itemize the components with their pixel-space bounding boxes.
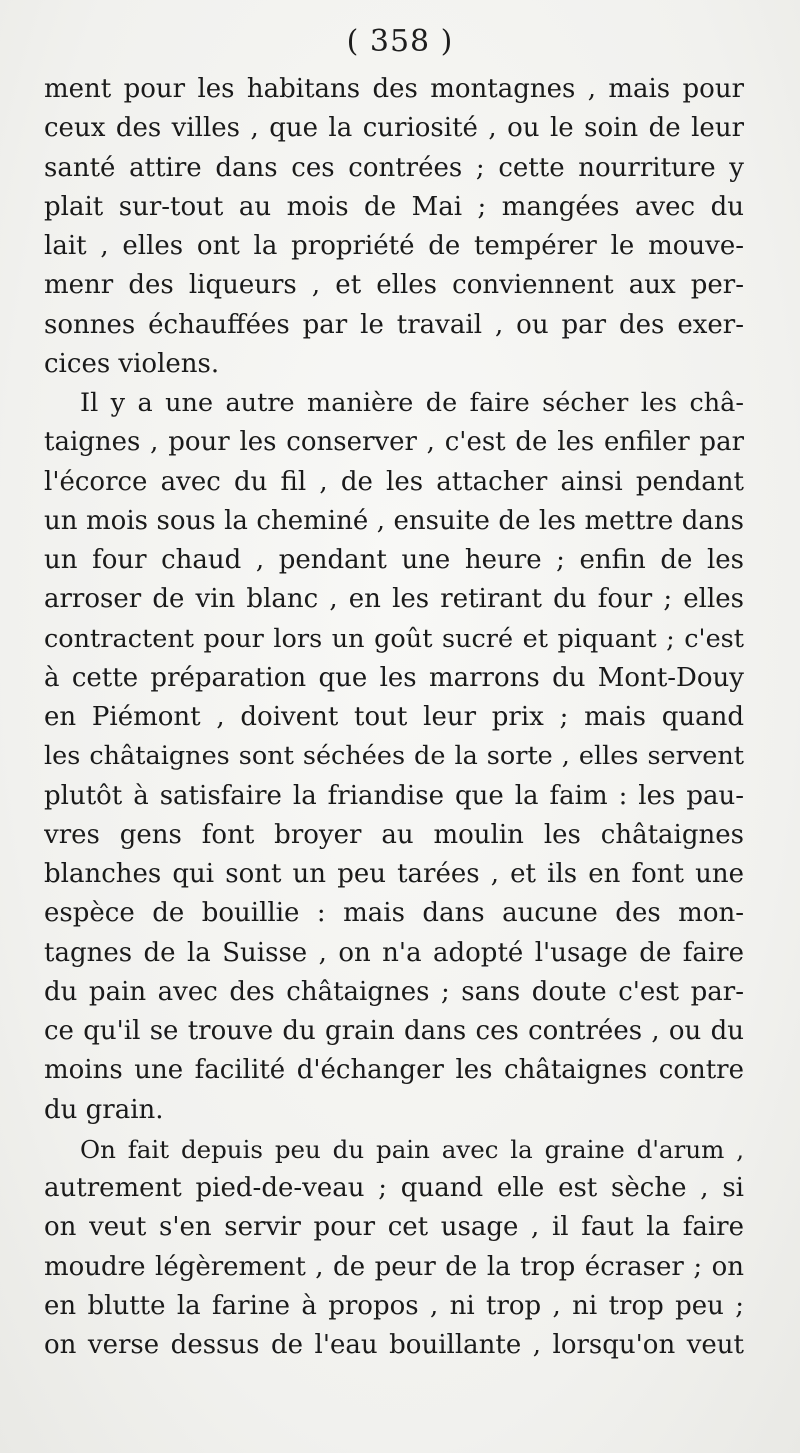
text-line: arroser de vin blanc , en les retirant du four ; elles (44, 584, 744, 615)
text-line: menr des liqueurs , et elles conviennent aux per- (44, 270, 744, 301)
text-line: ceux des villes , que la curiosité , ou le soin de leur (44, 113, 744, 144)
text-line: ce qu'il se trouve du grain dans ces contrées , ou du (44, 1016, 744, 1046)
text-line: plutôt à satisfaire la friandise que la faim : les pau- (44, 780, 744, 811)
text-line: contractent pour lors un goût sucré et piquant ; c'est (44, 623, 744, 654)
text-line: en Piémont , doivent tout leur prix ; mais quand (44, 702, 744, 732)
text-line: Il y a une autre manière de faire sécher les châ- (80, 388, 744, 418)
text-line: santé attire dans ces contrées ; cette nourriture y (44, 152, 744, 183)
text-line: ment pour les habitans des montagnes , mais pour (44, 74, 744, 104)
text-line: cices violens. (44, 348, 220, 379)
body-text (44, 70, 744, 1365)
page-number: ( 358 ) (346, 24, 454, 59)
text-line: On fait depuis peu du pain avec la graine d'arum , (80, 1134, 744, 1164)
text-line: taignes , pour les conserver , c'est de les enfiler par (44, 427, 744, 458)
text-line: du pain avec des châtaignes ; sans doute c'est par- (44, 976, 744, 1007)
text-line: plait sur-tout au mois de Mai ; mangées avec du (44, 191, 744, 222)
text-line: on verse dessus de l'eau bouillante , lorsqu'on veut (44, 1330, 744, 1360)
text-line: sonnes échauffées par le travail , ou par des exer- (44, 309, 744, 340)
text-line: du grain. (44, 1094, 164, 1125)
text-line: un four chaud , pendant une heure ; enfin de les (44, 545, 744, 575)
text-line: tagnes de la Suisse , on n'a adopté l'usage de faire (44, 937, 744, 968)
text-line: en blutte la farine à propos , ni trop , ni trop peu ; (44, 1290, 744, 1321)
text-line: autrement pied-de-veau ; quand elle est sèche , si (44, 1173, 744, 1203)
text-line: on veut s'en servir pour cet usage , il faut la faire (44, 1212, 744, 1243)
text-line: à cette préparation que les marrons du Mont-Douy (44, 662, 744, 693)
text-line: vres gens font broyer au moulin les châtaignes (44, 819, 744, 850)
text-line: blanches qui sont un peu tarées , et ils en font une (44, 859, 744, 889)
text-line: les châtaignes sont séchées de la sorte , elles servent (44, 741, 744, 772)
text-line: espèce de bouillie : mais dans aucune des mon- (44, 898, 744, 929)
text-line: un mois sous la cheminé , ensuite de les mettre dans (44, 505, 744, 536)
text-line: moudre légèrement , de peur de la trop écraser ; on (44, 1251, 744, 1282)
text-line: moins une facilité d'échanger les châtaignes contre (44, 1055, 744, 1086)
text-line: lait , elles ont la propriété de tempérer le mouve- (44, 231, 744, 261)
text-line: l'écorce avec du fil , de les attacher ainsi pendant (44, 466, 744, 497)
